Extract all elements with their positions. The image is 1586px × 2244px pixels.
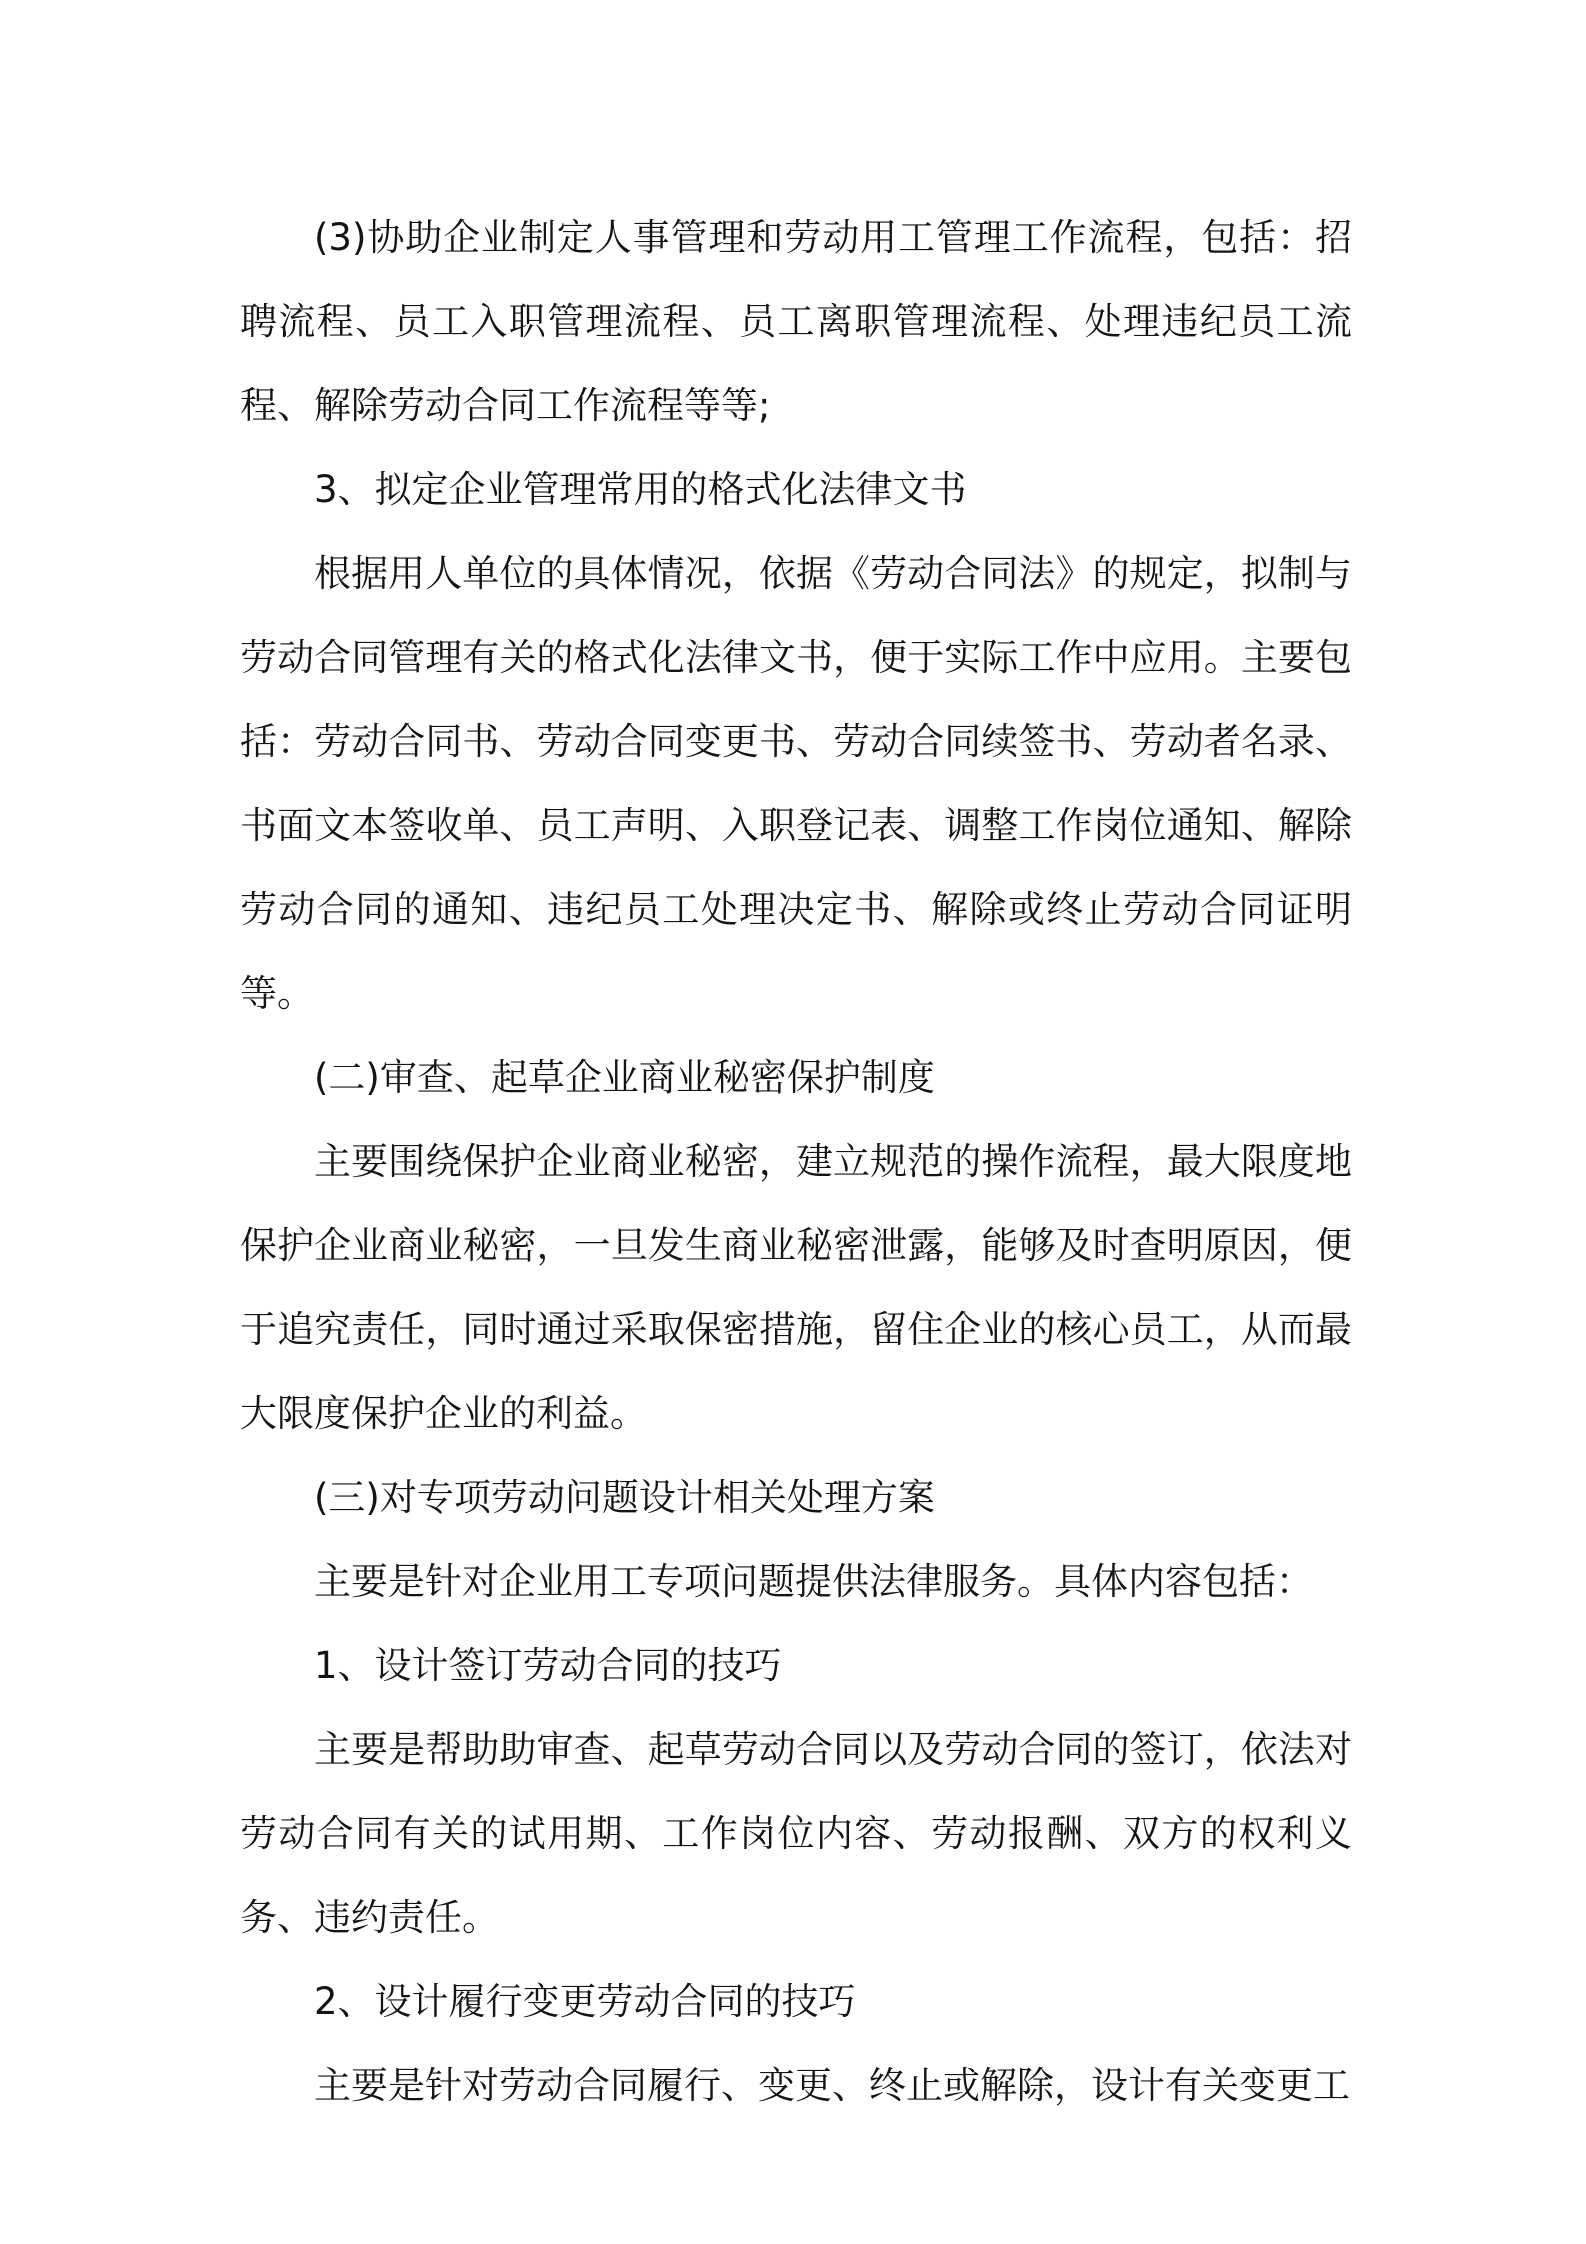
document-body (240, 196, 1352, 2128)
heading-trade-secrets: (二)审查、起草企业商业秘密保护制度 (314, 1056, 935, 1099)
paragraph-hr-workflow: (3)协助企业制定人事管理和劳动用工管理工作流程，包括：招聘流程、员工入职管理流程、员工离职管理流程、处理违纪员工流程、解除劳动合同工作流程等等; (240, 216, 1352, 427)
paragraph-special-labor-issues: 主要是针对企业用工专项问题提供法律服务。具体内容包括： (314, 1560, 1313, 1603)
paragraph-trade-secrets: 主要围绕保护企业商业秘密，建立规范的操作流程，最大限度地保护企业商业秘密，一旦发生商业秘密泄露，能够及时查明原因，便于追究责任，同时通过采取保密措施，留住企业的核心员工，从而最大限度保护企业的利益。 (240, 1140, 1352, 1435)
heading-legal-documents: 3、拟定企业管理常用的格式化法律文书 (314, 468, 967, 511)
paragraph-legal-documents: 根据用人单位的具体情况，依据《劳动合同法》的规定，拟制与劳动合同管理有关的格式化法律文书，便于实际工作中应用。主要包括：劳动合同书、劳动合同变更书、劳动合同续签书、劳动者名录、书面文本签收单、员工声明、入职登记表、调整工作岗位通知、解除劳动合同的通知、违纪员工处理决定书、解除或终止劳动合同证明等。 (240, 552, 1352, 1015)
paragraph-signing-contract: 主要是帮助助审查、起草劳动合同以及劳动合同的签订，依法对劳动合同有关的试用期、工作岗位内容、劳动报酬、双方的权利义务、违约责任。 (240, 1728, 1352, 1939)
heading-signing-contract: 1、设计签订劳动合同的技巧 (314, 1644, 782, 1687)
heading-special-labor-issues: (三)对专项劳动问题设计相关处理方案 (314, 1476, 935, 1519)
paragraph-changing-contract: 主要是针对劳动合同履行、变更、终止或解除，设计有关变更工 (314, 2064, 1350, 2107)
heading-changing-contract: 2、设计履行变更劳动合同的技巧 (314, 1980, 856, 2023)
